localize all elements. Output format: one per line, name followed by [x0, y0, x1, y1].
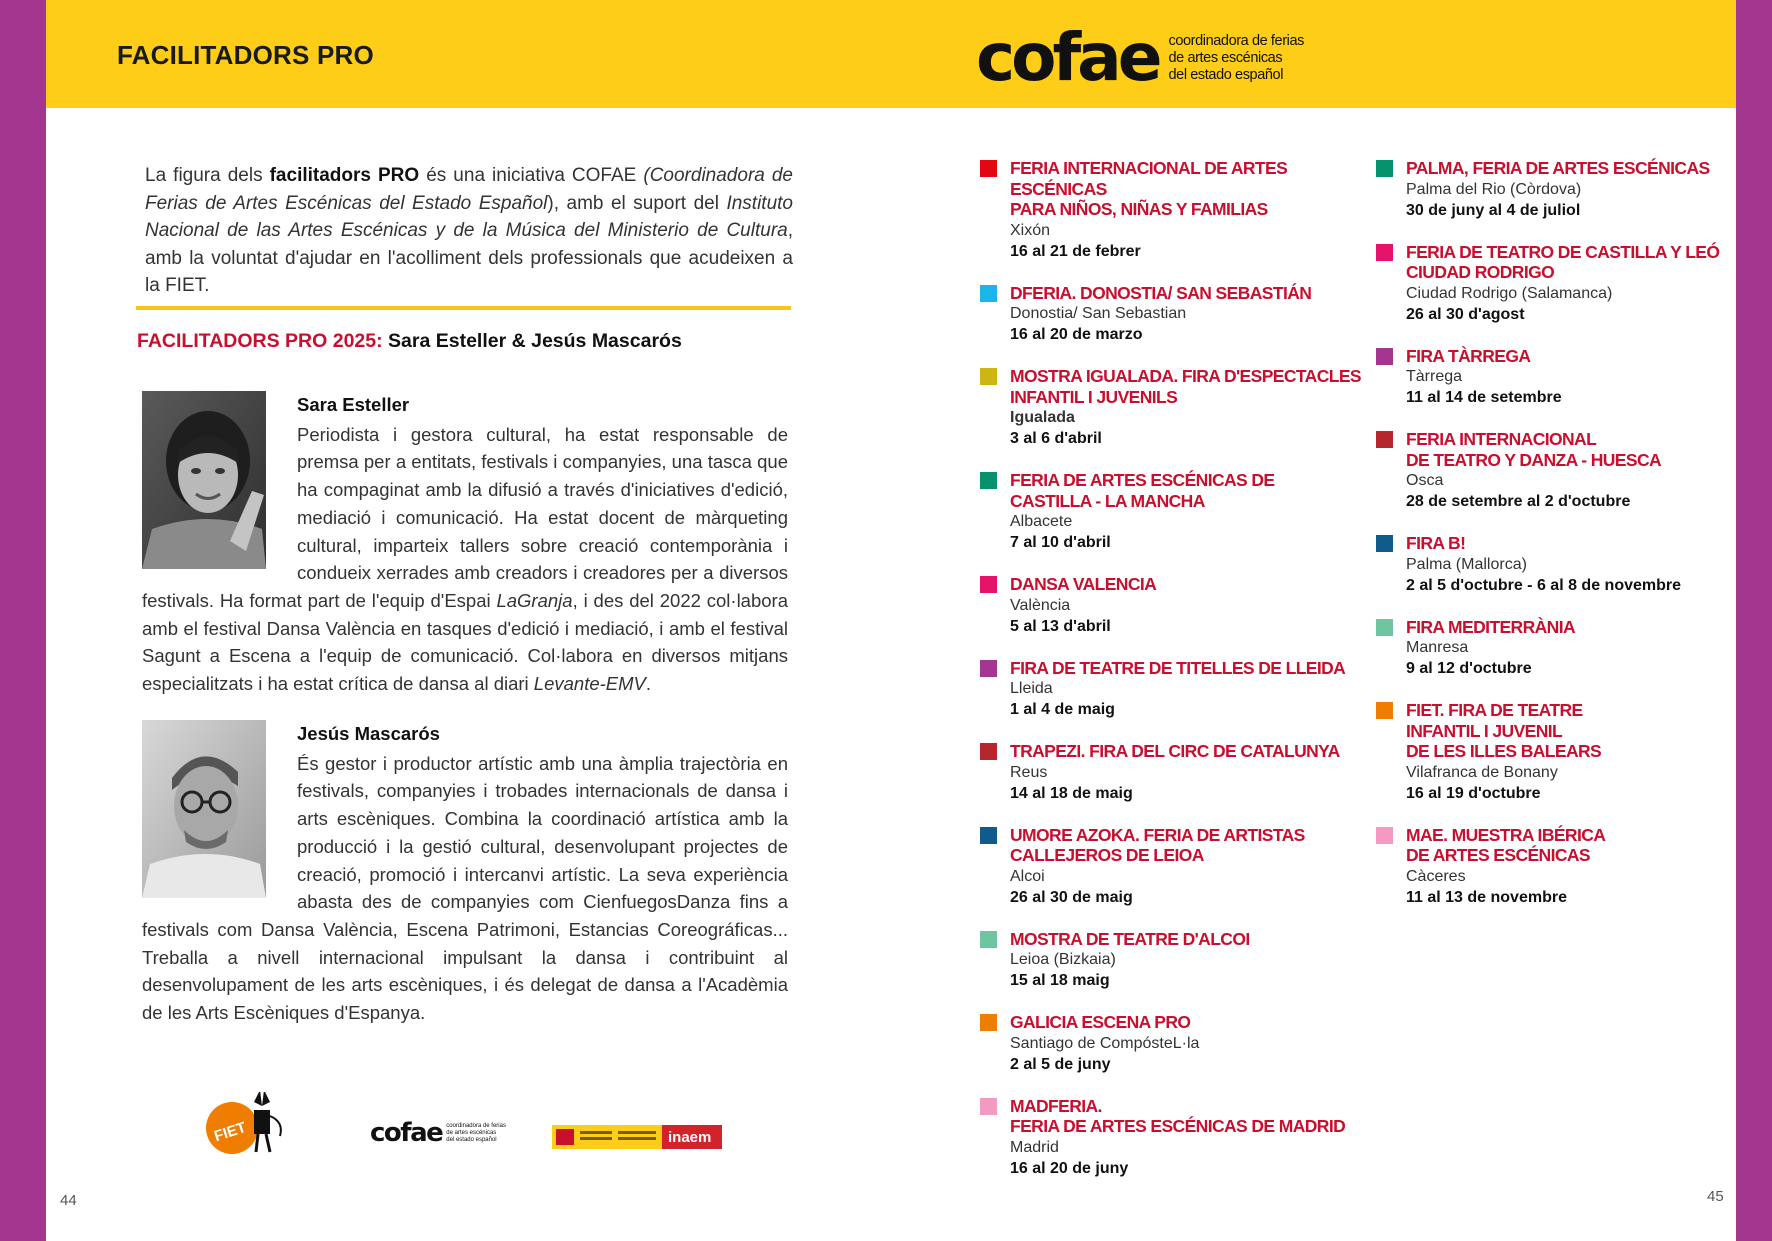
cofae-tagline: coordinadora de ferias de artes escénicas del estado español	[1168, 33, 1304, 83]
feria-name: PALMA, FERIA DE ARTES ESCÉNICAS	[1406, 158, 1710, 178]
feria-dates: 14 al 18 de maig	[1010, 784, 1133, 802]
feria-place: Donostia/ San Sebastian	[1010, 305, 1187, 322]
feria-dates: 26 al 30 de maig	[1010, 888, 1133, 906]
feria-item	[980, 1096, 1370, 1179]
feria-name: MOSTRA DE TEATRE D'ALCOI	[1010, 928, 1250, 949]
color-square-icon	[980, 1098, 997, 1115]
feria-dates: 11 al 13 de novembre	[1406, 888, 1567, 906]
feria-item	[980, 825, 1370, 908]
color-square-icon	[1376, 827, 1393, 844]
cofae-small-wordmark: cofae	[370, 1118, 443, 1148]
feria-item	[980, 929, 1370, 992]
feria-dates: 7 al 10 d'abril	[1010, 534, 1111, 551]
feria-place: Alcoi	[1010, 867, 1045, 885]
bio-sara-esteller: Sara Esteller Periodista i gestora cultural, ha estat responsable de premsa per a entitats, festivals i companyies, una tasca que ha compaginat amb la difusió a través d'iniciatives d'edició, mediació i comunicació. Ha estat docent de màrqueting cultural, imparteix tallers sobre creació contemporània i condueix xerrades amb creadors i creadores per a diversos festivals. Ha format part de l'equip d'Espai LaGranja, i des del 2022 col·labora amb el festival Dansa València en tasques d'edició i mediació, i amb el festival Sagunt a Escena a l'equip de comunicació. Col·labora en diversos mitjans especialitzats i ha estat crítica de dansa al diari Levante-EMV.	[142, 391, 788, 698]
feria-dates: 30 de juny al 4 de juliol	[1406, 201, 1581, 219]
feria-place: Osca	[1406, 472, 1444, 489]
feria-name: FERIA INTERNACIONAL DE TEATRO Y DANZA - HUESCA	[1406, 429, 1662, 470]
feria-name: FERIA DE ARTES ESCÉNICAS DE CASTILLA - LA MANCHA	[1010, 470, 1275, 511]
feria-place: Palma (Mallorca)	[1406, 555, 1527, 573]
feria-dates: 16 al 20 de juny	[1010, 1159, 1129, 1177]
cofae-wordmark: cofae	[976, 19, 1159, 96]
left-purple-margin	[0, 0, 46, 1241]
feria-item	[980, 366, 1370, 449]
feria-place: Tàrrega	[1406, 368, 1463, 385]
feria-place: Lleida	[1010, 680, 1053, 697]
section-divider	[136, 306, 791, 310]
page-number-left: 44	[60, 1192, 77, 1209]
feria-dates: 9 al 12 d'octubre	[1406, 660, 1532, 677]
feria-dates: 11 al 14 de setembre	[1406, 389, 1562, 406]
color-square-icon	[980, 743, 997, 760]
inaem-text: inaem	[668, 1129, 712, 1146]
color-square-icon	[980, 576, 997, 593]
ferias-list-left	[980, 158, 1370, 1200]
fiet-logo	[204, 1092, 288, 1156]
feria-name: FERIA INTERNACIONAL DE ARTES ESCÉNICAS PARA NIÑOS, NIÑAS Y FAMILIAS	[1010, 158, 1288, 219]
feria-dates: 28 de setembre al 2 d'octubre	[1406, 493, 1631, 510]
feria-dates: 2 al 5 de juny	[1010, 1055, 1111, 1073]
feria-item	[1376, 700, 1766, 804]
feria-dates: 5 al 13 d'abril	[1010, 617, 1111, 635]
feria-place: Leioa (Bizkaia)	[1010, 951, 1116, 968]
color-square-icon	[1376, 619, 1393, 636]
feria-item	[1376, 429, 1766, 512]
bio-name: Sara Esteller	[297, 394, 410, 415]
feria-item	[980, 158, 1370, 262]
feria-item	[1376, 158, 1766, 221]
feria-item	[980, 470, 1370, 553]
feria-name: UMORE AZOKA. FERIA DE ARTISTAS CALLEJEROS DE LEIOA	[1010, 824, 1305, 865]
footer-logos	[0, 1080, 800, 1160]
feria-name: FIRA B!	[1406, 533, 1466, 553]
feria-name: MAE. MUESTRA IBÉRICA DE ARTES ESCÉNICAS	[1406, 824, 1606, 865]
feria-item	[980, 741, 1370, 804]
fiet-logo-text: FIET	[212, 1118, 249, 1146]
feria-item	[980, 658, 1370, 721]
feria-item	[980, 574, 1370, 637]
portrait-jesus-mascaros	[142, 720, 266, 898]
feria-place: Manresa	[1406, 639, 1469, 656]
feria-name: DFERIA. DONOSTIA/ SAN SEBASTIÁN	[1010, 282, 1312, 303]
color-square-icon	[1376, 431, 1393, 448]
feria-name: FIET. FIRA DE TEATRE INFANTIL I JUVENIL DE LES ILLES BALEARS	[1406, 700, 1602, 761]
feria-item	[980, 283, 1370, 346]
feria-name: FIRA MEDITERRÀNIA	[1406, 616, 1576, 637]
bio-name: Jesús Mascarós	[297, 723, 440, 744]
feria-place: Albacete	[1010, 513, 1073, 530]
feria-name: GALICIA ESCENA PRO	[1010, 1012, 1191, 1032]
feria-place: Ciudad Rodrigo (Salamanca)	[1406, 284, 1613, 302]
feria-item	[1376, 533, 1766, 596]
color-square-icon	[1376, 160, 1393, 177]
feria-item	[1376, 346, 1766, 409]
feria-name: MADFERIA. FERIA DE ARTES ESCÉNICAS DE MADRID	[1010, 1095, 1346, 1136]
color-square-icon	[980, 285, 997, 302]
feria-place: Càceres	[1406, 867, 1466, 885]
feria-place: Xixón	[1010, 221, 1051, 239]
feria-item	[980, 1012, 1370, 1075]
color-square-icon	[980, 160, 997, 177]
feria-name: FIRA TÀRREGA	[1406, 345, 1531, 366]
feria-item	[1376, 617, 1766, 680]
feria-dates: 2 al 5 d'octubre - 6 al 8 de novembre	[1406, 576, 1682, 594]
page-number-right: 45	[1707, 1188, 1724, 1205]
feria-dates: 15 al 18 maig	[1010, 972, 1110, 989]
color-square-icon	[1376, 348, 1393, 365]
feria-dates: 1 al 4 de maig	[1010, 701, 1115, 718]
cofae-small-tagline: coordinadora de ferias de artes escénicas del estado español	[446, 1123, 506, 1143]
feria-name: FERIA DE TEATRO DE CASTILLA Y LEÓ CIUDAD RODRIGO	[1406, 241, 1720, 282]
bio-jesus-mascaros: Jesús Mascarós És gestor i productor artístic amb una àmplia trajectòria en festivals, companyies i trobades internacionals de dansa i arts escèniques. Combina la coordinació artística amb la producció i la gestió cultural, desenvolupant projectes de creació, promoció i intercanvi artístic. La seva experiència abasta des de companyies com CienfuegosDanza fins a festivals com Dansa València, Escena Patrimoni, Estancias Coreográficas... Treballa a nivell internacional impulsant la dansa i contribuint al desenvolupament de les arts escèniques, i és delegat de dansa a l'Acadèmia de les Arts Escèniques d'Espanya.	[142, 720, 788, 1027]
feria-place: Santiago de CompósteL·la	[1010, 1034, 1200, 1052]
color-square-icon	[1376, 535, 1393, 552]
feria-place: Vilafranca de Bonany	[1406, 763, 1558, 781]
color-square-icon	[980, 827, 997, 844]
color-square-icon	[980, 472, 997, 489]
color-square-icon	[1376, 702, 1393, 719]
feria-dates: 3 al 6 d'abril	[1010, 430, 1102, 447]
cofae-footer-logo	[370, 1118, 506, 1148]
feria-place: Palma del Rio (Còrdova)	[1406, 180, 1582, 198]
ferias-list-right	[1376, 158, 1766, 929]
feria-place: Reus	[1010, 763, 1048, 781]
feria-name: TRAPEZI. FIRA DEL CIRC DE CATALUNYA	[1010, 741, 1340, 761]
feria-dates: 16 al 21 de febrer	[1010, 242, 1141, 260]
feria-item	[1376, 242, 1766, 325]
feria-place: València	[1010, 596, 1071, 614]
color-square-icon	[980, 660, 997, 677]
intro-paragraph: La figura dels facilitadors PRO és una iniciativa COFAE (Coordinadora de Ferias de Artes Escénicas del Estado Español), amb el suport del Instituto Nacional de las Artes Escénicas y de la Música del Ministerio de Cultura, amb la voluntat d'ajudar en l'acolliment dels professionals que acudeixen a la FIET.	[145, 165, 793, 296]
color-square-icon	[980, 931, 997, 948]
feria-name: DANSA VALENCIA	[1010, 574, 1157, 594]
feria-dates: 26 al 30 d'agost	[1406, 305, 1525, 323]
feria-place: Igualada	[1010, 409, 1075, 426]
color-square-icon	[980, 1014, 997, 1031]
color-square-icon	[980, 368, 997, 385]
feria-name: MOSTRA IGUALADA. FIRA D'ESPECTACLES INFANTIL I JUVENILS	[1010, 366, 1361, 407]
portrait-sara-esteller	[142, 391, 266, 569]
color-square-icon	[1376, 244, 1393, 261]
feria-dates: 16 al 20 de marzo	[1010, 326, 1143, 343]
feria-name: FIRA DE TEATRE DE TITELLES DE LLEIDA	[1010, 657, 1346, 678]
feria-dates: 16 al 19 d'octubre	[1406, 784, 1541, 802]
page-title: FACILITADORS PRO	[117, 40, 374, 70]
ministerio-inaem-logo	[552, 1125, 722, 1149]
feria-item	[1376, 825, 1766, 908]
cofae-logo	[976, 19, 1304, 96]
feria-place: Madrid	[1010, 1138, 1059, 1156]
facilitators-heading: FACILITADORS PRO 2025: Sara Esteller & Jesús Mascarós	[137, 330, 682, 352]
